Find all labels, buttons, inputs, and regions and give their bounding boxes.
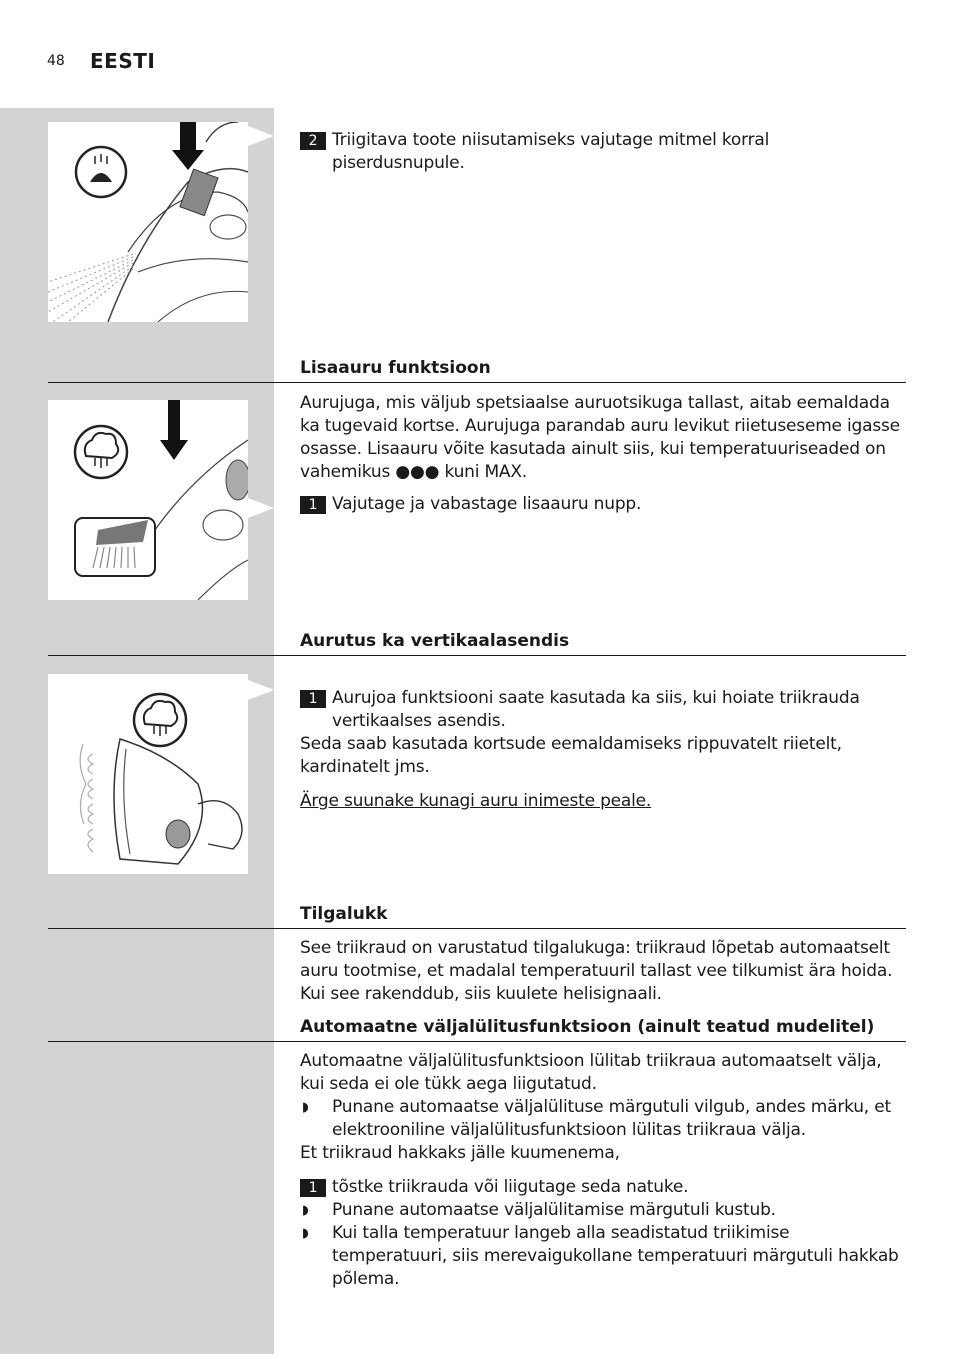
figure-pointer bbox=[248, 680, 274, 700]
divider bbox=[48, 655, 906, 656]
shot-of-steam-illustration bbox=[48, 400, 248, 600]
vertical-steam-warning: Ärge suunake kunagi auru inimeste peale. bbox=[300, 791, 652, 811]
spray-illustration bbox=[48, 122, 248, 322]
step-number: 2 bbox=[300, 132, 326, 150]
auto-off-step bbox=[300, 1176, 906, 1199]
figure-pointer bbox=[248, 498, 274, 518]
step-number: 1 bbox=[300, 1179, 326, 1197]
heading-shot-of-steam: Lisaauru funktsioon bbox=[300, 358, 491, 378]
step-text: Aurujoa funktsiooni saate kasutada ka siis, kui hoiate triikrauda vertikaalses asendis. bbox=[332, 688, 860, 731]
auto-off-bullet bbox=[300, 1222, 906, 1291]
step-text: Vajutage ja vabastage lisaauru nupp. bbox=[332, 494, 642, 514]
drip-stop-paragraph: See triikraud on varustatud tilgalukuga: triikraud lõpetab automaatselt auru tootmise, et madalal temperatuuril tallast vee tilkumist ära hoida. Kui see rakenddub, siis kuulete helisignaali. bbox=[300, 938, 893, 1004]
vertical-steam-step bbox=[300, 687, 906, 733]
shot-of-steam-paragraph: Aurujuga, mis väljub spetsiaalse auruotsikuga tallast, aitab eemaldada ka tugevaid kortse. Aurujuga parandab auru levikut riietuseseme igasse osasse. Lisaauru võite kasutada ainult siis, kui temperatuuriseaded on vahemikus ●●● kuni MAX. bbox=[300, 393, 900, 482]
bullet-text: Punane automaatse väljalülitamise märgutuli kustub. bbox=[332, 1200, 776, 1220]
step-number: 1 bbox=[300, 496, 326, 514]
divider bbox=[48, 928, 906, 929]
bullet-text: Kui talla temperatuur langeb alla seadistatud triikimise temperatuuri, siis merevaigukollane temperatuuri märgutuli hakkab põlema. bbox=[332, 1223, 899, 1289]
step-text: Triigitava toote niisutamiseks vajutage mitmel korral piserdusnupule. bbox=[332, 130, 770, 173]
heading-drip-stop: Tilgalukk bbox=[300, 904, 388, 924]
page-number: 48 bbox=[47, 53, 65, 69]
spray-step bbox=[300, 129, 906, 175]
auto-off-paragraph: Automaatne väljalülitusfunktsioon lülitab triikraua automaatselt välja, kui seda ei ole tükk aega liigutatud. bbox=[300, 1051, 882, 1094]
step-text: tõstke triikrauda või liigutage seda natuke. bbox=[332, 1177, 689, 1197]
divider bbox=[48, 1041, 906, 1042]
shot-of-steam-step bbox=[300, 493, 906, 516]
heading-auto-off: Automaatne väljalülitusfunktsioon (ainult teatud mudelitel) bbox=[300, 1017, 875, 1037]
figure-pointer bbox=[248, 126, 274, 146]
vertical-steam-illustration bbox=[48, 674, 248, 874]
bullet-icon: ◗ bbox=[302, 1203, 309, 1218]
step-number: 1 bbox=[300, 690, 326, 708]
heading-vertical-steam: Aurutus ka vertikaalasendis bbox=[300, 631, 570, 651]
divider bbox=[48, 382, 906, 383]
vertical-steam-paragraph: Seda saab kasutada kortsude eemaldamiseks rippuvatelt riietelt, kardinatelt jms. bbox=[300, 734, 842, 777]
bullet-text: Punane automaatse väljalülituse märgutuli vilgub, andes märku, et elektrooniline väljalülitusfunktsioon lülitas triikraua välja. bbox=[332, 1097, 891, 1140]
auto-off-bullet bbox=[300, 1096, 906, 1142]
bullet-icon: ◗ bbox=[302, 1100, 309, 1115]
bullet-icon: ◗ bbox=[302, 1226, 309, 1241]
auto-off-paragraph-2: Et triikraud hakkaks jälle kuumenema, bbox=[300, 1143, 620, 1163]
auto-off-bullet bbox=[300, 1199, 906, 1222]
section-language-title: EESTI bbox=[90, 49, 156, 73]
